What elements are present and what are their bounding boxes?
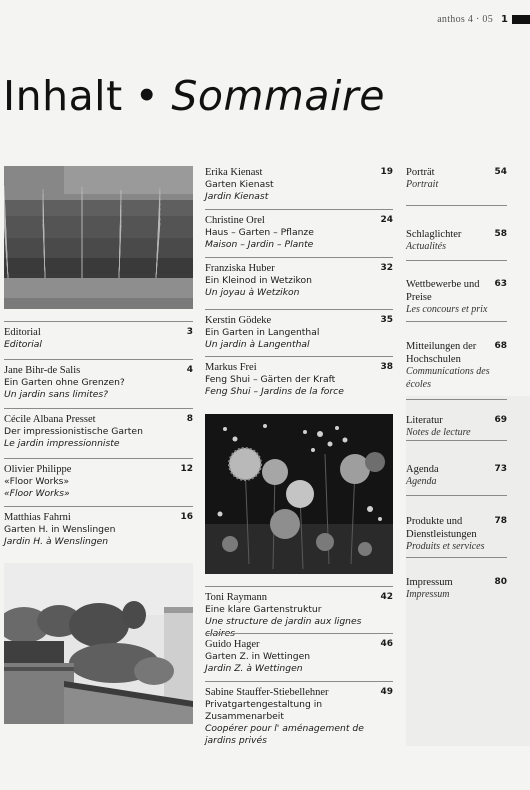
toc-entry [406,440,507,493]
entry-title-de: Feng Shui – Gärten der Kraft [205,374,336,385]
toc-entry [205,309,393,355]
entry-title-fr: Un jardin sans limites? [4,389,109,400]
entry-title-de: Privatgartengestaltung in Zusammenarbeit [205,699,323,722]
entry-title-fr: Coopérer pour l' aménagement de jardins privés [205,723,364,746]
entry-title-de: «Floor Works» [4,476,70,487]
entry-page: 78 [494,516,507,526]
entry-author: Matthias Fahrni [4,512,71,523]
entry-title-de: Eine klare Gartenstruktur [205,604,322,615]
entry-page: 80 [494,577,507,587]
photo-garden [4,563,193,724]
entry-title-fr: Notes de lecture [406,427,471,438]
entry-title-fr: Communications des écoles [406,366,490,390]
toc-entry [205,681,393,751]
entry-title-fr: Jardin Z. à Wettingen [205,663,303,674]
column-1 [4,321,193,561]
entry-author: Schlaglichter [406,229,462,240]
entry-page: 3 [186,327,193,337]
title-german: Inhalt [3,72,123,120]
entry-page: 16 [180,512,193,522]
photo-grasses [4,166,193,309]
entry-title-fr: Impressum [406,589,450,600]
page-title [3,72,385,120]
divider [205,356,393,357]
entry-page: 73 [494,464,507,474]
entry-title-fr: «Floor Works» [4,488,70,499]
entry-author: Markus Frei [205,362,257,373]
entry-title-fr: Actualités [406,241,446,252]
entry-title-fr: Les concours et prix [406,304,488,315]
entry-title-de: Ein Garten in Langenthal [205,327,320,338]
entry-author: Porträt [406,167,435,178]
toc-entry [4,458,193,504]
divider [406,205,507,206]
toc-entry [4,321,193,355]
toc-entry [205,209,393,255]
entry-page: 24 [380,215,393,225]
entry-title-fr: Jardin H. à Wenslingen [4,536,109,547]
photo-alliums-image [205,414,393,574]
entry-author: Editorial [4,327,41,338]
divider [205,681,393,682]
toc-entry [4,408,193,454]
entry-page: 68 [494,341,507,351]
entry-title-fr: Portrait [406,179,439,190]
toc-entry [406,205,507,258]
toc-entry [205,166,393,207]
toc-entry [205,633,393,679]
entry-author: Sabine Stauffer-Stiebellehner [205,687,329,698]
entry-author: Jane Bihr-de Salis [4,365,81,376]
entry-page: 46 [380,639,393,649]
entry-title-de: Garten Kienast [205,179,274,190]
entry-author: Agenda [406,464,439,475]
column-2-bottom [205,586,393,746]
divider [4,408,193,409]
toc-entry [406,166,507,196]
entry-page: 54 [494,167,507,177]
divider [205,586,393,587]
divider [4,458,193,459]
entry-page: 12 [180,464,193,474]
entry-title-fr: Le jardin impressionniste [4,438,120,449]
photo-garden-image [4,563,193,724]
toc-entry [4,359,193,405]
divider [205,257,393,258]
entry-title-fr: Editorial [4,339,42,350]
entry-author: Produkte und Dienstleistungen [406,516,477,540]
toc-entry [406,321,507,395]
entry-title-fr: Produits et services [406,541,485,552]
entry-title-de: Ein Garten ohne Grenzen? [4,377,125,388]
entry-title-de: Haus – Garten – Pflanze [205,227,314,238]
entry-page: 63 [494,279,507,289]
photo-grasses-image [4,166,193,309]
entry-author: Mitteilungen der Hochschulen [406,341,477,365]
entry-author: Impressum [406,577,453,588]
photo-alliums [205,414,393,574]
toc-entry [205,356,393,402]
divider [4,321,193,322]
divider [406,557,507,558]
entry-author: Olivier Philippe [4,464,72,475]
page-header [437,12,530,26]
entry-title-de: Garten Z. in Wettingen [205,651,311,662]
toc-entry [406,495,507,558]
entry-page: 4 [186,365,193,375]
entry-page: 58 [494,229,507,239]
divider [205,633,393,634]
entry-page: 32 [380,263,393,273]
toc-entry [406,260,507,321]
header-bar [512,15,530,24]
entry-title-de: Ein Kleinod in Wetzikon [205,275,312,286]
entry-author: Franziska Huber [205,263,275,274]
column-3 [406,166,507,606]
column-2-top [205,166,393,410]
entry-page: 8 [186,414,193,424]
entry-page: 49 [380,687,393,697]
divider [4,506,193,507]
entry-title-fr: Maison – Jardin – Plante [205,239,314,250]
entry-title-fr: Jardin Kienast [205,191,269,202]
entry-author: Kerstin Gödeke [205,315,272,326]
entry-title-fr: Agenda [406,476,437,487]
entry-page: 19 [380,167,393,177]
entry-title-de: Garten H. in Wenslingen [4,524,116,535]
toc-entry [4,506,193,552]
entry-title-fr: Feng Shui – Jardins de la force [205,386,344,397]
divider [4,359,193,360]
entry-title-de: Der impressionistische Garten [4,426,143,437]
divider [406,495,507,496]
entry-author: Cécile Albana Presset [4,414,96,425]
entry-author: Guido Hager [205,639,260,650]
entry-page: 69 [494,415,507,425]
divider [406,440,507,441]
entry-title-fr: Un jardin à Langenthal [205,339,310,350]
divider [406,321,507,322]
entry-title-fr: Un joyau à Wetzikon [205,287,300,298]
entry-author: Wettbewerbe und Preise [406,279,480,303]
entry-author: Erika Kienast [205,167,263,178]
entry-page: 35 [380,315,393,325]
entry-author: Toni Raymann [205,592,267,603]
title-separator: • [134,72,160,120]
divider [406,260,507,261]
toc-entry [406,557,507,606]
page-number: 1 [501,13,508,25]
divider [406,399,507,400]
entry-page: 38 [380,362,393,372]
toc-entry [205,257,393,303]
entry-title-fr: Une structure de jardin aux lignes claires [205,616,362,639]
entry-author: Christine Orel [205,215,265,226]
entry-author: Literatur [406,415,443,426]
issue-label: anthos 4 · 05 [437,13,494,25]
divider [205,209,393,210]
title-french: Sommaire [171,72,385,120]
entry-page: 42 [380,592,393,602]
toc-entry [406,399,507,444]
divider [205,309,393,310]
